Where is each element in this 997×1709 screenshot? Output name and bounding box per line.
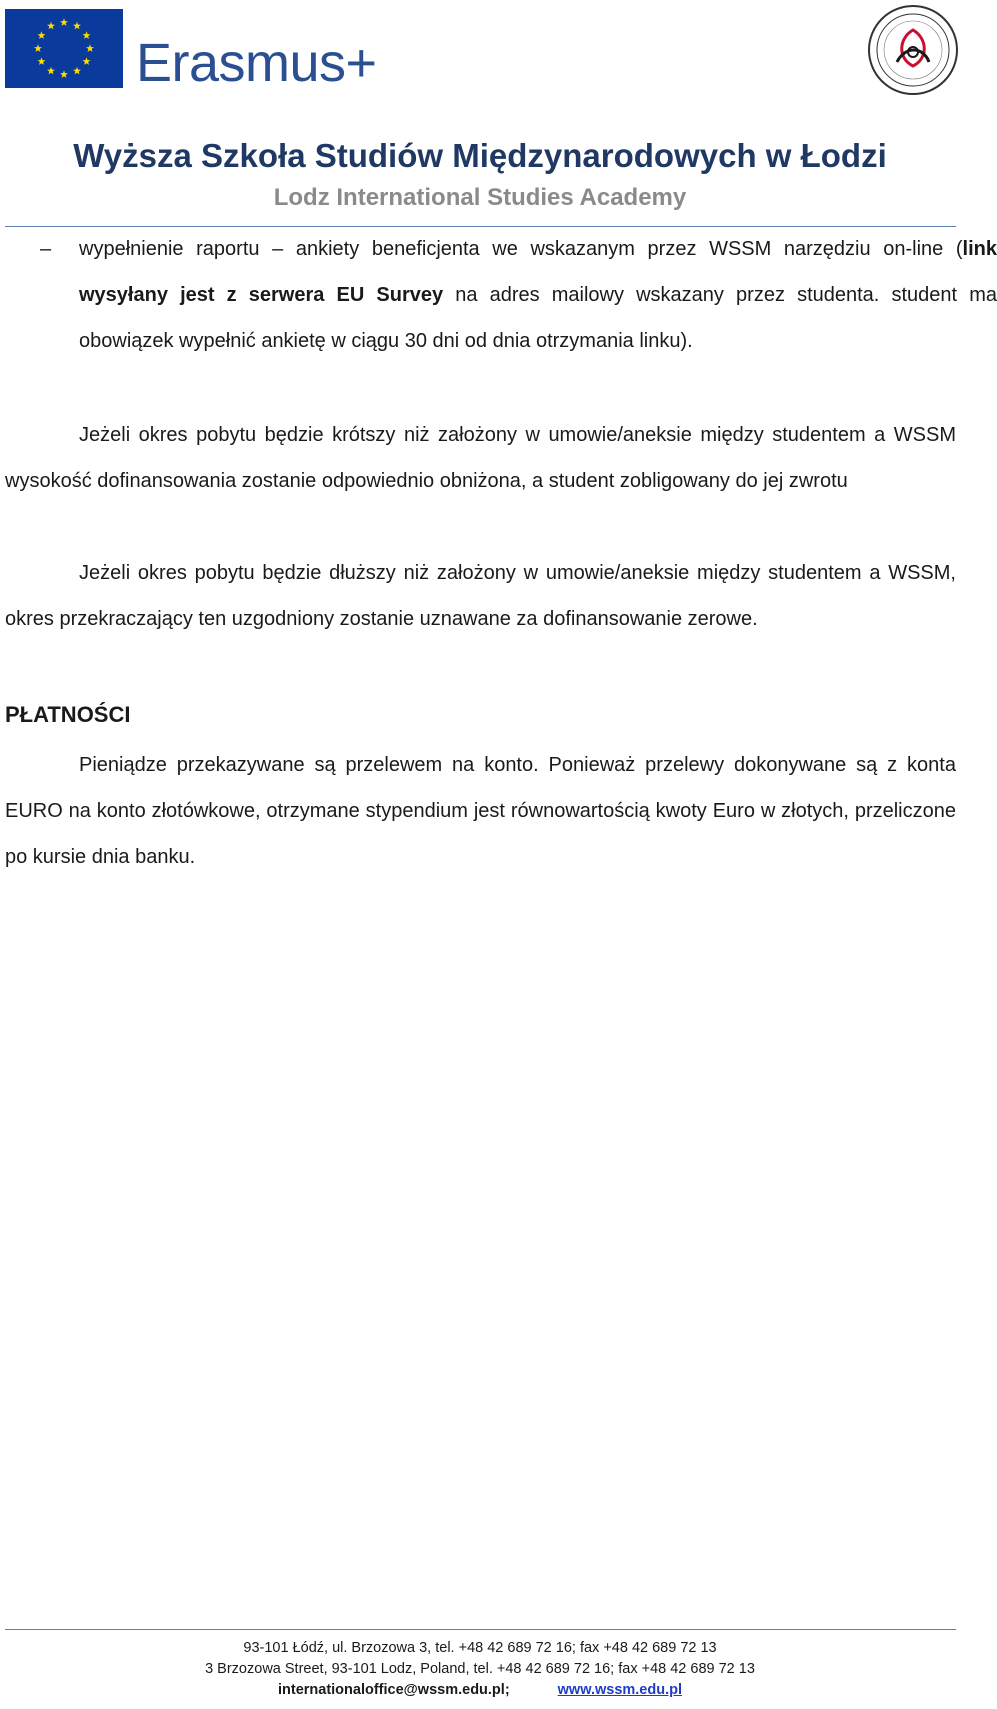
footer-divider — [5, 1629, 956, 1630]
footer-address-en: 3 Brzozowa Street, 93-101 Lodz, Poland, tel. +48 42 689 72 16; fax +48 42 689 72 13 — [205, 1661, 755, 1677]
school-subtitle: Lodz International Studies Academy — [273, 184, 687, 211]
list-text-start: wypełnienie raportu – ankiety beneficjenta we wskazanym przez WSSM narzędziu on-line ( — [79, 238, 963, 260]
university-seal-icon — [867, 4, 959, 96]
list-text-end: na adres mailowy wskazany przez studenta. student ma obowiązek wypełnić ankietę w ciągu 30 dni od dnia otrzymania linku). — [79, 284, 997, 352]
footer-address-pl: 93-101 Łódź, ul. Brzozowa 3, tel. +48 42 689 72 16; fax +48 42 689 72 13 — [243, 1640, 717, 1656]
paragraph-longer-stay: Jeżeli okres pobytu będzie dłuższy niż założony w umowie/aneksie między studentem a WSSM, okres przekraczający ten uzgodniony zostanie uznawane za dofinansowanie zerowe. — [5, 562, 956, 630]
footer-website-link[interactable]: www.wssm.edu.pl — [557, 1682, 683, 1698]
payments-heading: PŁATNOŚCI — [5, 702, 131, 727]
school-title: Wyższa Szkoła Studiów Międzynarodowych w Łodzi — [73, 137, 887, 174]
paragraph-payments: Pieniądze przekazywane są przelewem na konto. Ponieważ przelewy dokonywane są z konta EURO na konto złotówkowe, otrzymane stypendium jest równowartością kwoty Euro w złotych, przeliczone po kursie dnia banku. — [5, 754, 956, 868]
footer-email[interactable]: internationaloffice@wssm.edu.pl; — [277, 1682, 510, 1698]
list-bullet: – — [40, 238, 52, 260]
list-text-bold: link wysyłany jest z serwera EU Survey — [79, 238, 997, 306]
eu-flag-icon — [5, 9, 123, 88]
list-item-text — [79, 226, 997, 364]
erasmus-plus-logo: Erasmus+ — [136, 33, 377, 93]
footer — [0, 1638, 960, 1701]
paragraph-shorter-stay: Jeżeli okres pobytu będzie krótszy niż założony w umowie/aneksie między studentem a WSSM wysokość dofinansowania zostanie odpowiednio obniżona, a student zobligowany do jej zwrotu — [5, 424, 956, 492]
